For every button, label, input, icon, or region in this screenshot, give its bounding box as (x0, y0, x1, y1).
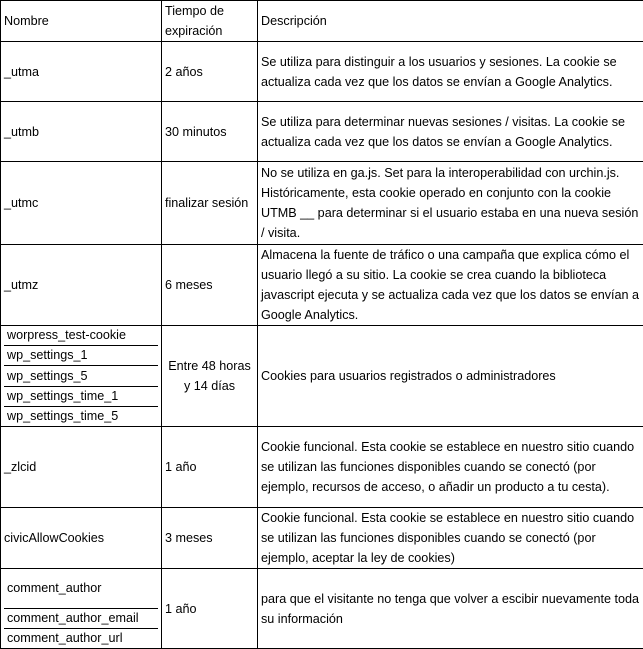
cell-nombre: _zlcid (1, 427, 162, 508)
cell-descripcion: Se utiliza para determinar nuevas sesiones / visitas. La cookie se actualiza cada vez que los datos se envían a Google Analytics. (258, 102, 643, 162)
cell-tiempo: finalizar sesión (162, 162, 258, 245)
cell-nombre: _utma (1, 42, 162, 102)
table-row (1, 427, 643, 508)
header-descripcion: Descripción (258, 1, 643, 42)
cell-nombre: civicAllowCookies (1, 508, 162, 569)
cell-nombre: _utmb (1, 102, 162, 162)
header-row (1, 1, 643, 42)
cookie-name: comment_author_email (4, 609, 158, 629)
cell-tiempo: 1 año (162, 427, 258, 508)
cell-descripcion: No se utiliza en ga.js. Set para la interoperabilidad con urchin.js. Históricamente, esta cookie operado en conjunto con la cookie UTMB __ para determinar si el usuario estaba en una nueva sesión / visita. (258, 162, 643, 245)
cell-tiempo: 3 meses (162, 508, 258, 569)
cell-descripcion: Cookies para usuarios registrados o administradores (258, 326, 643, 427)
cell-tiempo: 1 año (162, 569, 258, 649)
table-row-comment-group (1, 569, 643, 649)
table-row (1, 42, 643, 102)
cookie-name: wp_settings_time_5 (4, 407, 158, 426)
cookie-name: wp_settings_5 (4, 366, 158, 386)
cell-descripcion: Cookie funcional. Esta cookie se establece en nuestro sitio cuando se utilizan las funciones disponibles cuando se conectó (por ejemplo, recursos de acceso, o añadir un producto a tu cesta). (258, 427, 643, 508)
cell-tiempo: Entre 48 horas y 14 días (162, 326, 258, 427)
cell-descripcion: Cookie funcional. Esta cookie se establece en nuestro sitio cuando se utilizan las funciones disponibles cuando se conectó (por ejemplo, aceptar la ley de cookies) (258, 508, 643, 569)
cell-descripcion: para que el visitante no tenga que volver a escibir nuevamente toda su información (258, 569, 643, 649)
cookie-name: wp_settings_time_1 (4, 387, 158, 407)
cookie-name: worpress_test-cookie (4, 326, 158, 346)
cell-nombre-group (1, 569, 162, 649)
table-row-wp-group (1, 326, 643, 427)
table-row (1, 508, 643, 569)
cookie-name: wp_settings_1 (4, 346, 158, 366)
cell-nombre: _utmz (1, 245, 162, 326)
cell-tiempo: 6 meses (162, 245, 258, 326)
header-nombre: Nombre (1, 1, 162, 42)
table-row (1, 162, 643, 245)
table-row (1, 102, 643, 162)
cell-descripcion: Se utiliza para distinguir a los usuarios y sesiones. La cookie se actualiza cada vez que los datos se envían a Google Analytics. (258, 42, 643, 102)
cell-nombre-group (1, 326, 162, 427)
cell-descripcion: Almacena la fuente de tráfico o una campaña que explica cómo el usuario llegó a su sitio. La cookie se crea cuando la biblioteca javascript ejecuta y se actualiza cada vez que los datos se envían a Google Analytics. (258, 245, 643, 326)
cookie-name: comment_author (4, 569, 158, 609)
cell-nombre: _utmc (1, 162, 162, 245)
cookie-name: comment_author_url (4, 629, 158, 648)
header-tiempo: Tiempo de expiración (162, 1, 258, 42)
cell-tiempo: 30 minutos (162, 102, 258, 162)
cell-tiempo: 2 años (162, 42, 258, 102)
table-row (1, 245, 643, 326)
